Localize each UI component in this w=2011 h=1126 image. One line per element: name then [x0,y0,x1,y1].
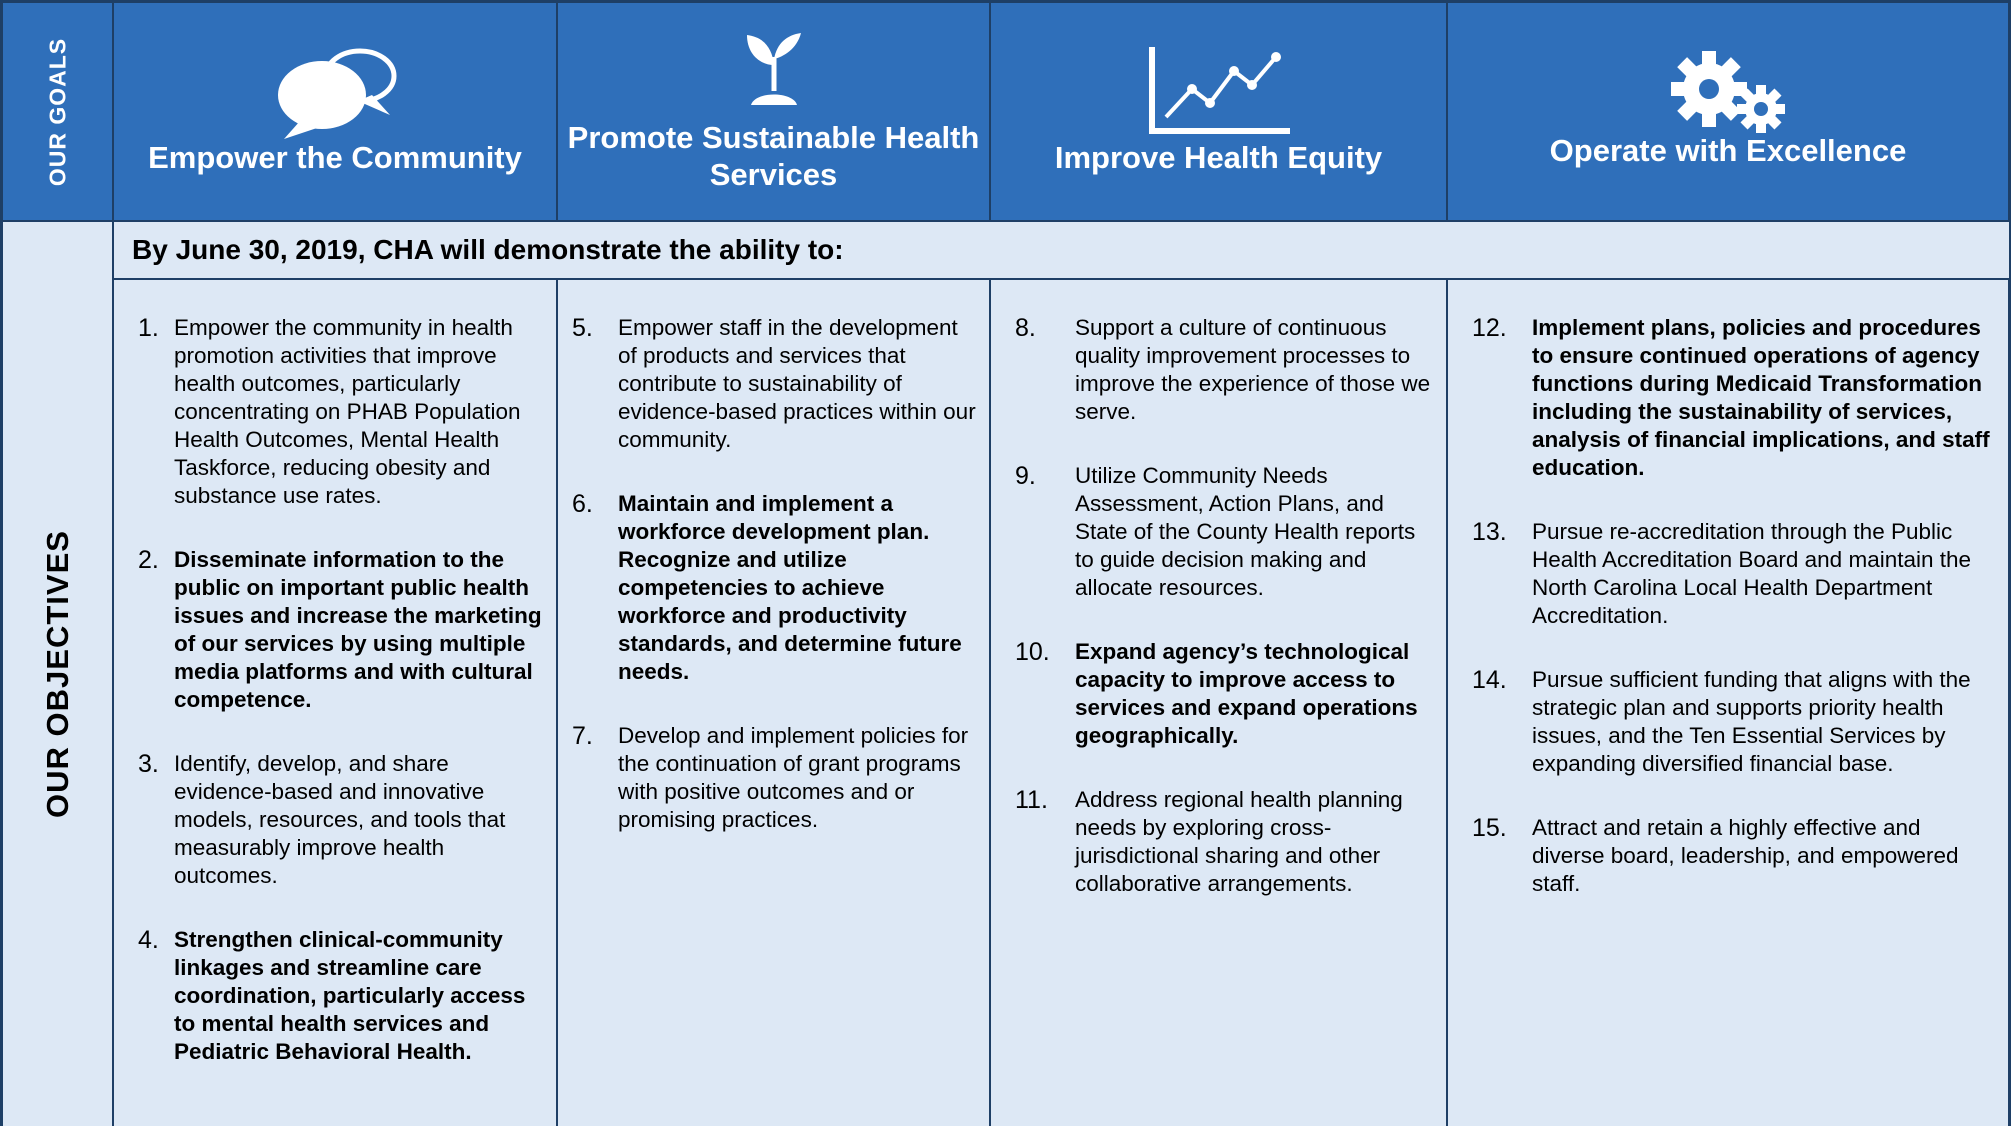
banner-text: By June 30, 2019, CHA will demonstrate the ability to: [132,234,844,265]
objectives-intro-banner [114,222,2011,280]
objective-number: 14. [1472,666,1507,694]
objective-text: Expand agency’s technological capacity to improve access to services and expand operations geographically. [1075,639,1418,748]
objective-text: Address regional health planning needs by exploring cross-jurisdictional sharing and other collaborative arrangements. [1075,787,1403,896]
objective-text: Identify, develop, and share evidence-based and innovative models, resources, and tools that measurably improve health outcomes. [174,751,506,888]
objectives-column-1 [114,280,558,1126]
objective-number: 8. [1015,314,1036,342]
objective-number: 4. [138,926,159,954]
objectives-column-3 [991,280,1448,1126]
objective-item [138,314,546,510]
objective-text: Empower staff in the development of products and services that contribute to sustainability of evidence-based practices within our community. [618,315,976,452]
objective-text: Disseminate information to the public on important public health issues and increase the marketing of our services by using multiple media platforms and with cultural competence. [174,547,542,712]
objective-text: Develop and implement policies for the continuation of grant programs with positive outcomes and or promising practices. [618,723,969,832]
goal-title: Promote Sustainable Health Services [567,120,980,192]
objective-text: Pursue sufficient funding that aligns with the strategic plan and supports priority health issues, and the Ten Essential Services by expanding diversified financial base. [1532,667,1971,776]
objective-number: 5. [572,314,593,342]
objective-number: 6. [572,490,593,518]
objective-number: 12. [1472,314,1507,342]
objective-item [1015,786,1434,898]
objective-item [1472,518,1998,630]
objectives-column-4 [1448,280,2011,1126]
objectives-column-2 [558,280,991,1126]
goals-side-label: OUR GOALS [44,37,70,186]
objective-text: Strengthen clinical-community linkages and streamline care coordination, particularly access to mental health services and Pediatric Behavioral Health. [174,927,526,1064]
gears-icon [1448,49,2008,139]
goals-side-header [0,0,114,222]
objective-item [138,926,546,1066]
objective-number: 10. [1015,638,1050,666]
objective-text: Empower the community in health promotion activities that improve health outcomes, particularly concentrating on PHAB Population Health Outcomes, Mental Health Taskforce, reducing obesity and substance use rates. [174,315,521,508]
objective-number: 13. [1472,518,1507,546]
line-chart-icon [991,43,1446,139]
objective-item [572,490,979,686]
objective-text: Implement plans, policies and procedures to ensure continued operations of agency functions during Medicaid Transformation including the sustainability of services, analysis of financial implications, and staff education. [1532,315,1990,480]
goal-title: Empower the Community [148,140,522,175]
plant-sprout-icon [558,29,989,109]
objective-item [1472,814,1998,898]
objective-text: Attract and retain a highly effective and diverse board, leadership, and empowered staff. [1532,815,1959,896]
objective-item [138,750,546,890]
objective-text: Support a culture of continuous quality improvement processes to improve the experience of those we serve. [1075,315,1431,424]
objective-text: Pursue re-accreditation through the Public Health Accreditation Board and maintain the North Carolina Local Health Department Accreditation. [1532,519,1972,628]
objective-text: Maintain and implement a workforce development plan. Recognize and utilize competencies to achieve workforce and productivity standards, and determine future needs. [618,491,962,684]
objective-number: 1. [138,314,159,342]
objective-number: 9. [1015,462,1036,490]
goal-title: Operate with Excellence [1549,133,1907,168]
objective-item [572,722,979,834]
objective-item [1015,638,1434,750]
objective-item [138,546,546,714]
objective-item [1015,314,1434,426]
goal-title: Improve Health Equity [1054,140,1383,175]
goal-header-health-equity [991,0,1448,222]
speech-bubbles-icon [114,43,556,143]
objective-number: 11. [1015,786,1048,814]
goal-header-empower-community [114,0,558,222]
objective-text: Utilize Community Needs Assessment, Action Plans, and State of the County Health reports to guide decision making and allocate resources. [1075,463,1416,600]
objective-item [1472,666,1998,778]
objectives-side-label: OUR OBJECTIVES [39,530,75,818]
objective-item [1472,314,1998,482]
objective-number: 7. [572,722,593,750]
objective-number: 15. [1472,814,1507,842]
objective-number: 3. [138,750,159,778]
objective-item [1015,462,1434,602]
objectives-side-header [0,222,114,1126]
objective-item [572,314,979,454]
goal-header-operate-excellence [1448,0,2011,222]
objective-number: 2. [138,546,159,574]
goal-header-sustainable-services [558,0,991,222]
